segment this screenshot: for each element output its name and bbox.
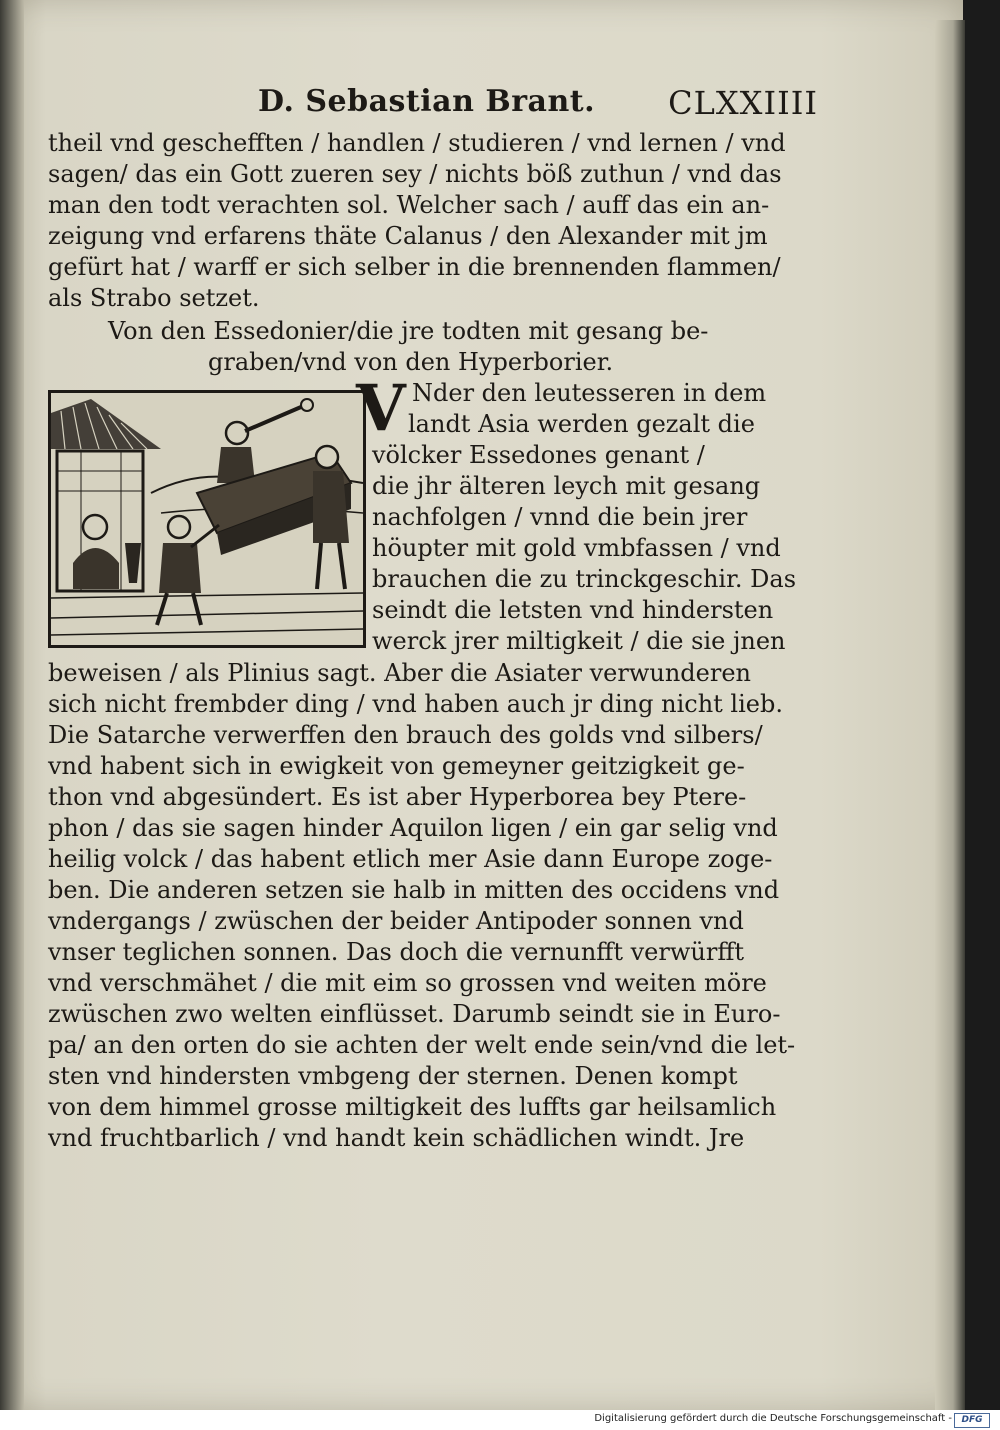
woodcut-drawing xyxy=(51,393,363,645)
section-heading xyxy=(108,316,708,378)
text-line: sich nicht frembder ding / vnd haben auch jr ding nicht lieb. xyxy=(48,690,783,718)
dfg-logo: DFG xyxy=(954,1413,990,1428)
text-line: Nder den leutesseren in dem xyxy=(412,379,767,407)
text-line: von dem himmel grosse miltigkeit des luffts gar heilsamlich xyxy=(48,1093,777,1121)
text-line: die jhr älteren leych mit gesang xyxy=(372,472,761,500)
text-line: nachfolgen / vnnd die bein jrer xyxy=(372,503,748,531)
text-line: als Strabo setzet. xyxy=(48,284,260,312)
heading-line: Von den Essedonier/die jre todten mit gesang be- xyxy=(108,317,709,345)
text-line: phon / das sie sagen hinder Aquilon ligen / ein gar selig vnd xyxy=(48,814,778,842)
page-gutter xyxy=(0,0,24,1410)
text-line: werck jrer miltigkeit / die sie jnen xyxy=(372,627,786,655)
text-line: völcker Essedones genant / xyxy=(372,441,705,469)
text-line: pa/ an den orten do sie achten der welt ende sein/vnd die let- xyxy=(48,1031,796,1059)
text-line: vnd habent sich in ewigkeit von gemeyner geitzigkeit ge- xyxy=(48,752,745,780)
text-line: landt Asia werden gezalt die xyxy=(408,410,755,438)
heading-line: graben/vnd von den Hyperborier. xyxy=(208,348,614,376)
text-line: zeigung vnd erfarens thäte Calanus / den Alexander mit jm xyxy=(48,222,768,250)
text-block-beside-illustration xyxy=(372,378,796,657)
page-edge xyxy=(935,20,965,1410)
text-line: zwüschen zwo welten einflüsset. Darumb seindt sie in Euro- xyxy=(48,1000,781,1028)
text-line: brauchen die zu trinckgeschir. Das xyxy=(372,565,797,593)
text-line: Die Satarche verwerffen den brauch des golds vnd silbers/ xyxy=(48,721,763,749)
text-block-bottom xyxy=(48,658,795,1154)
text-line: sten vnd hindersten vmbgeng der sternen. Denen kompt xyxy=(48,1062,738,1090)
text-line: gefürt hat / warff er sich selber in die brennenden flammen/ xyxy=(48,253,781,281)
text-line: seindt die letsten vnd hindersten xyxy=(372,596,774,624)
text-line: vndergangs / zwüschen der beider Antipoder sonnen vnd xyxy=(48,907,744,935)
running-head: D. Sebastian Brant. xyxy=(258,84,596,119)
text-line: heilig volck / das habent etlich mer Asie dann Europe zoge- xyxy=(48,845,773,873)
text-line: vnser teglichen sonnen. Das doch die vernunfft verwürfft xyxy=(48,938,745,966)
text-line: theil vnd geschefften / handlen / studieren / vnd lernen / vnd xyxy=(48,129,786,157)
text-line: vnd verschmähet / die mit eim so grossen vnd weiten möre xyxy=(48,969,767,997)
text-line: sagen/ das ein Gott zueren sey / nichts böß zuthun / vnd das xyxy=(48,160,782,188)
digitization-footer xyxy=(0,1410,1000,1430)
text-line: beweisen / als Plinius sagt. Aber die Asiater verwunderen xyxy=(48,659,752,687)
text-line: ben. Die anderen setzen sie halb in mitten des occidens vnd xyxy=(48,876,780,904)
text-line: man den todt verachten sol. Welcher sach / auff das ein an- xyxy=(48,191,770,219)
woodcut-illustration xyxy=(48,390,366,648)
text-block-top xyxy=(48,128,786,314)
page-header xyxy=(258,84,818,128)
text-line: höupter mit gold vmbfassen / vnd xyxy=(372,534,781,562)
folio-number: CLXXIIII xyxy=(668,84,818,122)
text-line: vnd fruchtbarlich / vnd handt kein schädlichen windt. Jre xyxy=(48,1124,745,1152)
drop-cap: V xyxy=(356,371,406,446)
text-line: thon vnd abgesündert. Es ist aber Hyperborea bey Ptere- xyxy=(48,783,747,811)
footer-credit: Digitalisierung gefördert durch die Deutsche Forschungsgemeinschaft - xyxy=(594,1413,952,1424)
